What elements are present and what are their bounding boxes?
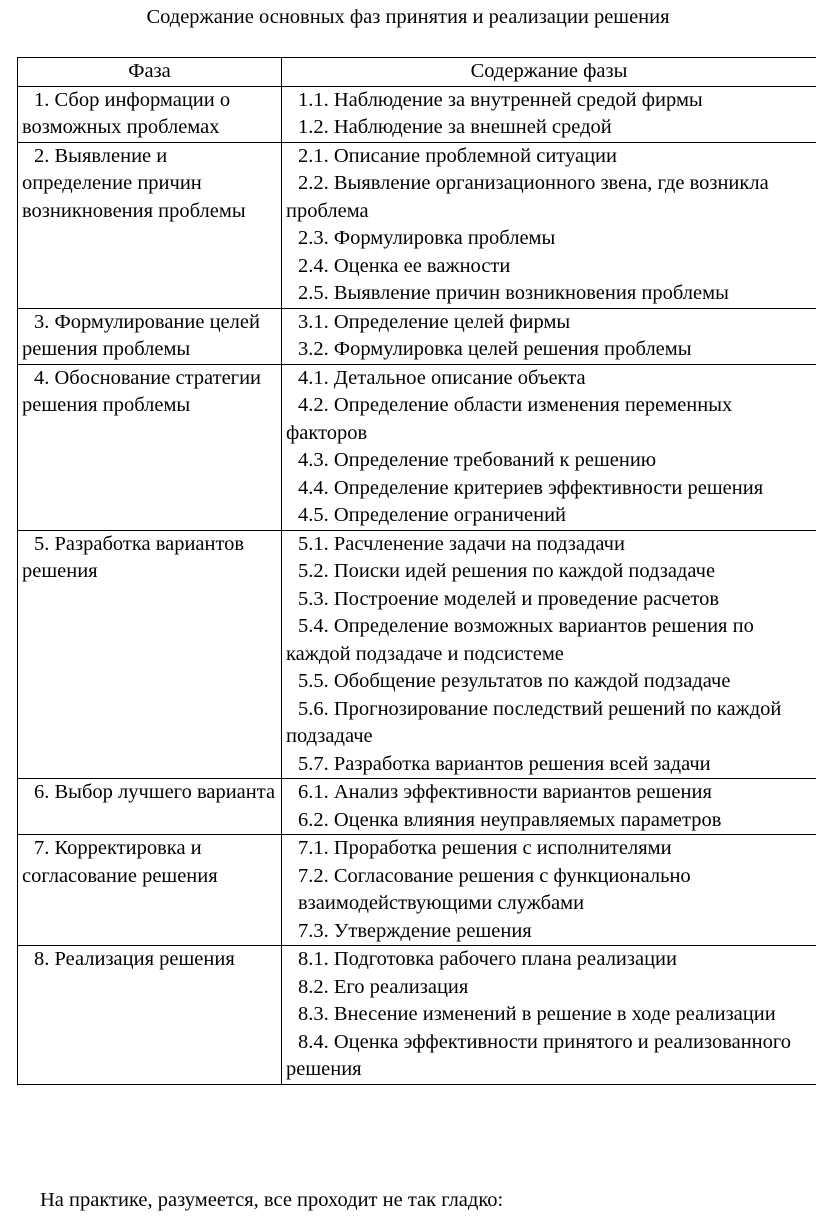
content-item: 6.1. Анализ эффективности вариантов решения: [298, 781, 712, 803]
content-item: 7.1. Проработка решения с исполнителями: [298, 837, 672, 859]
table-row: [18, 142, 816, 308]
content-cell: [282, 835, 816, 946]
phase-cell: [18, 86, 282, 142]
content-item: 5.2. Поиски идей решения по каждой подзадаче: [298, 560, 716, 582]
phase-name: 3. Формулирование целей решения проблемы: [22, 310, 260, 360]
phase-cell: [18, 142, 282, 308]
content-item: 8.1. Подготовка рабочего плана реализации: [298, 948, 677, 970]
table-row: [18, 946, 816, 1085]
phase-cell: [18, 835, 282, 946]
content-cell: [282, 308, 816, 364]
phase-cell: [18, 308, 282, 364]
phase-name: 8. Реализация решения: [34, 948, 235, 970]
content-item: 1.1. Наблюдение за внутренней средой фирмы: [298, 88, 703, 111]
content-item: 7.3. Утверждение решения: [298, 919, 532, 942]
content-item: 8.4. Оценка эффективности принятого и реализованного решения: [286, 1030, 792, 1080]
content-item: 5.5. Обобщение результатов по каждой подзадаче: [298, 670, 731, 692]
table-row: [18, 779, 816, 835]
content-item: 2.1. Описание проблемной ситуации: [298, 144, 617, 167]
phase-cell: [18, 946, 282, 1085]
content-item: 2.2. Выявление организационного звена, где возникла проблема: [286, 172, 769, 222]
table-row: [18, 364, 816, 530]
content-item: 5.4. Определение возможных вариантов решения по каждой подзадаче и подсистеме: [286, 615, 754, 665]
phase-name: 1. Сбор информации о возможных проблемах: [22, 88, 231, 138]
content-item: 2.3. Формулировка проблемы: [298, 227, 556, 249]
document-title: Содержание основных фаз принятия и реализации решения: [146, 6, 670, 28]
content-item: 5.6. Прогнозирование последствий решений по каждой подзадаче: [286, 697, 782, 747]
content-item: 1.2. Наблюдение за внешней средой: [298, 116, 612, 138]
phase-name: 4. Обоснование стратегии решения проблемы: [22, 366, 262, 416]
content-item: 4.1. Детальное описание объекта: [298, 366, 586, 389]
content-item: 2.5. Выявление причин возникновения проблемы: [298, 282, 729, 304]
content-item: 8.3. Внесение изменений в решение в ходе реализации: [298, 1003, 776, 1025]
content-item: 4.2. Определение области изменения переменных факторов: [286, 394, 733, 444]
phase-cell: [18, 530, 282, 779]
phase-cell: [18, 779, 282, 835]
content-cell: [282, 364, 816, 530]
content-cell: [282, 530, 816, 779]
content-item: 5.3. Построение моделей и проведение расчетов: [298, 587, 720, 610]
table-row: [18, 86, 816, 142]
content-item: 4.3. Определение требований к решению: [298, 449, 657, 471]
phase-name: 5. Разработка вариантов решения: [22, 532, 245, 582]
footer-paragraph: На практике, разумеется, все проходит не так гладко:: [40, 1189, 504, 1211]
content-cell: [282, 946, 816, 1085]
content-item: 3.1. Определение целей фирмы: [298, 310, 571, 333]
content-cell: [282, 779, 816, 835]
content-item: 8.2. Его реализация: [298, 975, 469, 998]
content-item: 3.2. Формулировка целей решения проблемы: [298, 338, 692, 360]
phase-name: 6. Выбор лучшего варианта: [34, 781, 276, 803]
content-item: 4.5. Определение ограничений: [298, 504, 567, 526]
content-item: 5.1. Расчленение задачи на подзадачи: [298, 532, 625, 555]
content-cell: [282, 142, 816, 308]
table-row: [18, 835, 816, 946]
content-item: 2.4. Оценка ее важности: [298, 254, 511, 277]
phase-name: 7. Корректировка и согласование решения: [22, 837, 218, 887]
content-item: 6.2. Оценка влияния неуправляемых параметров: [298, 808, 722, 831]
phase-name: 2. Выявление и определение причин возникновения проблемы: [22, 144, 246, 222]
content-cell: [282, 86, 816, 142]
header-phase: Фаза: [18, 58, 282, 87]
content-item: 7.2. Согласование решения с функционально взаимодействующими службами: [298, 864, 691, 914]
table-header-row: [18, 58, 816, 87]
table-row: [18, 308, 816, 364]
header-content: Содержание фазы: [282, 58, 816, 87]
phases-table: [17, 57, 816, 1085]
content-item: 4.4. Определение критериев эффективности решения: [298, 476, 764, 499]
content-item: 5.7. Разработка вариантов решения всей задачи: [298, 752, 711, 775]
table-row: [18, 530, 816, 779]
phase-cell: [18, 364, 282, 530]
